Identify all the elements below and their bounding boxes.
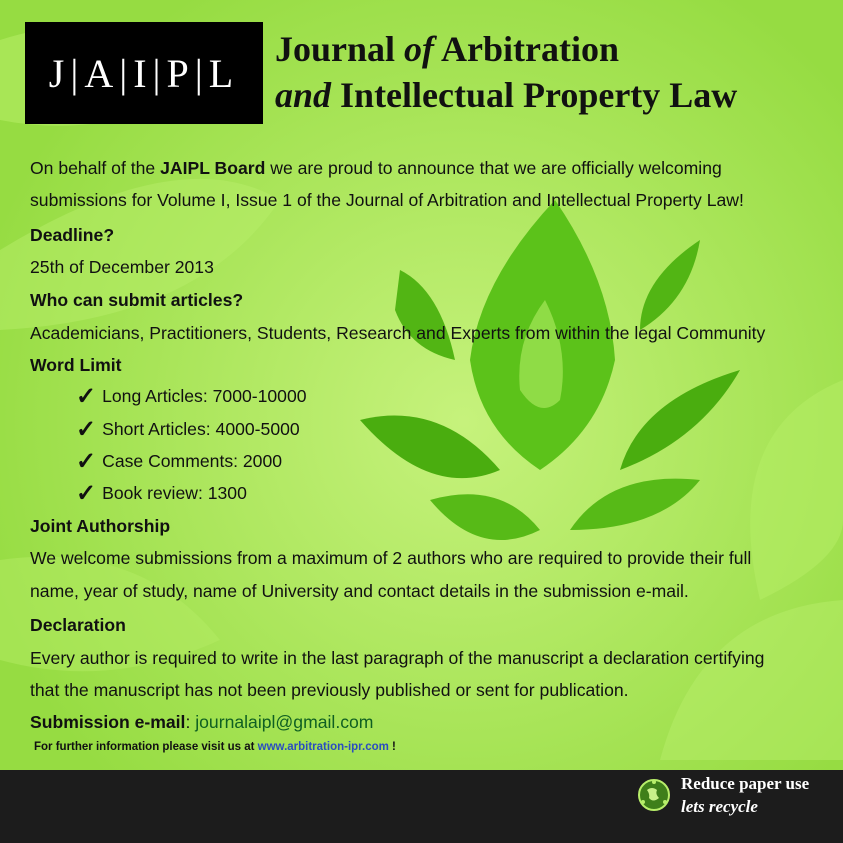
check-icon: ✓ [76,383,97,410]
jaipl-logo [25,22,263,124]
check-icon: ✓ [76,416,97,443]
joint-line-2: name, year of study, name of University and contact details in the submission e-mail. [30,581,689,601]
title-line-2: and Intellectual Property Law [275,75,738,115]
deadline-heading: Deadline? [30,225,115,245]
intro-line-1: On behalf of the JAIPL Board we are proud to announce that we are officially welcoming [30,158,722,178]
footer-reduce-text: Reduce paper use [681,774,810,793]
website-link[interactable]: www.arbitration-ipr.com [257,741,389,753]
journal-title [275,26,737,118]
footer-recycle-text: lets recycle [681,797,758,816]
word-limit-item: ✓ Case Comments: 2000 [76,448,283,475]
word-limit-item: ✓ Long Articles: 7000-10000 [76,383,307,410]
who-heading: Who can submit articles? [30,290,244,310]
logo-text: J|A|I|P|L [48,50,240,96]
further-info-note: For further information please visit us at www.arbitration-ipr.com ! [34,741,396,753]
check-icon: ✓ [76,448,97,475]
word-limit-item: ✓ Short Articles: 4000-5000 [76,416,300,443]
intro-line-2: submissions for Volume I, Issue 1 of the Journal of Arbitration and Intellectual Property Law! [30,190,744,210]
deadline-value: 25th of December 2013 [30,257,214,277]
check-icon: ✓ [76,480,97,507]
who-value: Academicians, Practitioners, Students, Research and Experts from within the legal Community [30,323,766,343]
declaration-heading: Declaration [30,615,126,635]
title-line-1: Journal of Arbitration [275,29,620,69]
declaration-line-1: Every author is required to write in the last paragraph of the manuscript a declaration certifying [30,648,765,668]
submission-email: Submission e-mail: journalaipl@gmail.com [30,712,374,732]
recycle-globe-icon [637,778,671,812]
word-limit-item: ✓ Book review: 1300 [76,480,247,507]
word-limit-heading: Word Limit [30,355,122,375]
joint-line-1: We welcome submissions from a maximum of 2 authors who are required to provide their full [30,548,752,568]
joint-heading: Joint Authorship [30,516,171,536]
declaration-line-2: that the manuscript has not been previously published or sent for publication. [30,680,629,700]
email-link[interactable]: journalaipl@gmail.com [195,712,374,732]
